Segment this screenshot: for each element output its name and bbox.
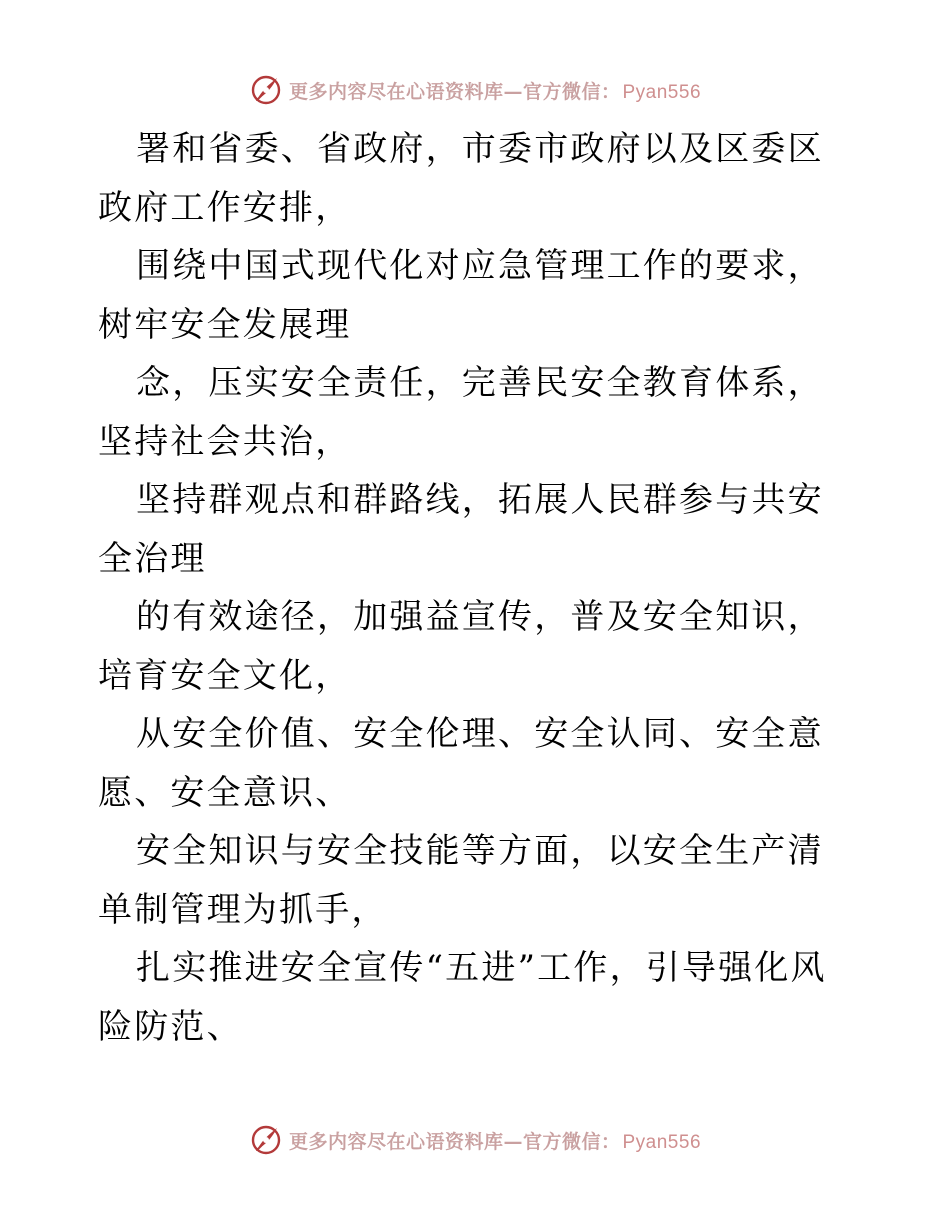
header-watermark xyxy=(0,72,950,108)
watermark-text: 更多内容尽在心语资料库—官方微信： Pyan556 xyxy=(288,80,702,103)
quill-pen-logo-icon xyxy=(249,1123,283,1157)
paragraph: 围绕中国式现代化对应急管理工作的要求，树牢安全发展理 xyxy=(98,246,824,345)
watermark-text: 更多内容尽在心语资料库—官方微信： Pyan556 xyxy=(288,1130,702,1153)
paragraph: 坚持群观点和群路线，拓展人民群参与共安全治理 xyxy=(98,480,824,579)
footer-watermark xyxy=(0,1122,950,1158)
paragraph: 的有效途径，加强益宣传，普及安全知识，培育安全文化， xyxy=(98,597,824,696)
watermark-wechat-id: Pyan556 xyxy=(622,81,702,103)
document-body xyxy=(98,120,858,1056)
quill-pen-logo-icon xyxy=(249,73,283,107)
paragraph: 安全知识与安全技能等方面，以安全生产清单制管理为抓手， xyxy=(98,831,824,930)
paragraph: 扎实推进安全宣传“五进”工作，引导强化风险防范、 xyxy=(98,948,827,1047)
paragraph: 从安全价值、安全伦理、安全认同、安全意愿、安全意识、 xyxy=(98,714,824,813)
paragraph: 署和省委、省政府，市委市政府以及区委区政府工作安排， xyxy=(98,129,824,228)
paragraph: 念，压实安全责任，完善民安全教育体系，坚持社会共治， xyxy=(98,363,824,462)
watermark-wechat-id: Pyan556 xyxy=(622,1131,702,1153)
